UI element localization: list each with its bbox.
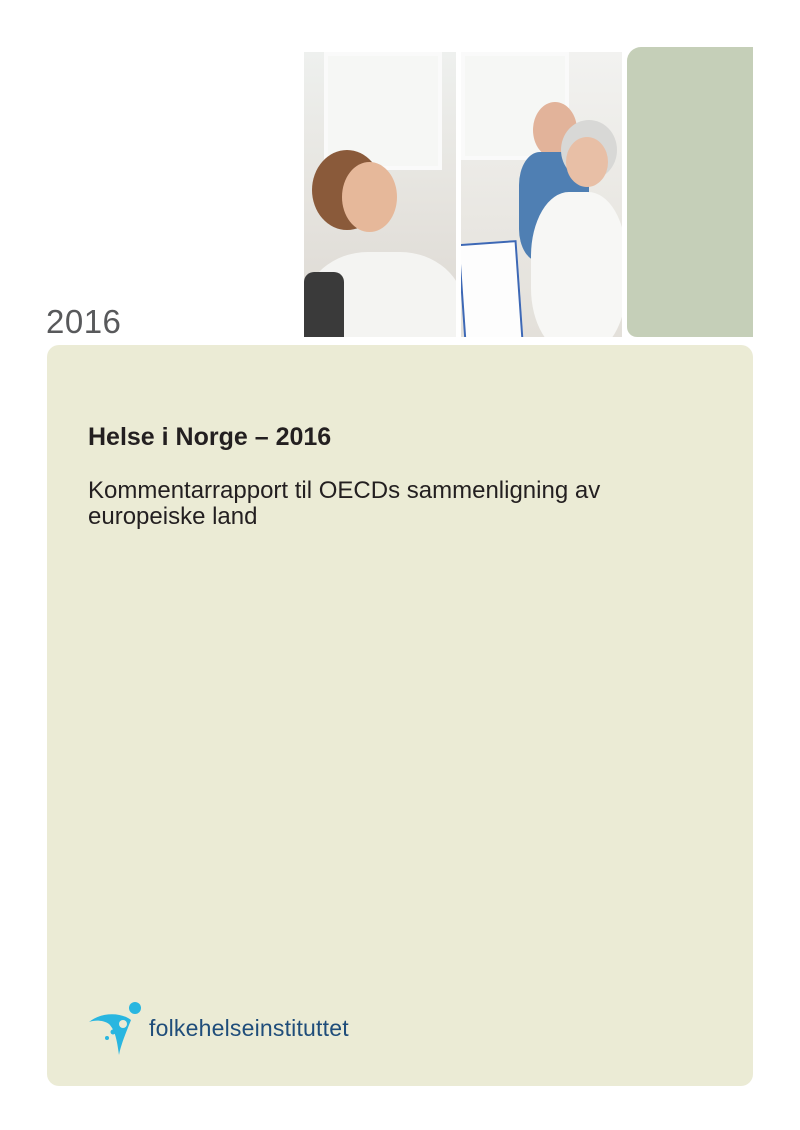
publisher-name: folkehelseinstituttet <box>149 1014 349 1041</box>
report-title: Helse i Norge – 2016 <box>88 423 332 451</box>
year-label: 2016 <box>46 303 122 340</box>
publisher-logo <box>87 1000 349 1056</box>
cover-panel <box>47 345 753 1086</box>
report-subtitle: Kommentarrapport til OECDs sammenligning av europeiske land <box>88 477 601 530</box>
cover-photo-couple <box>461 52 622 337</box>
accent-block <box>627 47 753 337</box>
folkehelseinstituttet-logo-icon <box>87 1000 145 1056</box>
cover-photo-doctor <box>304 52 456 337</box>
